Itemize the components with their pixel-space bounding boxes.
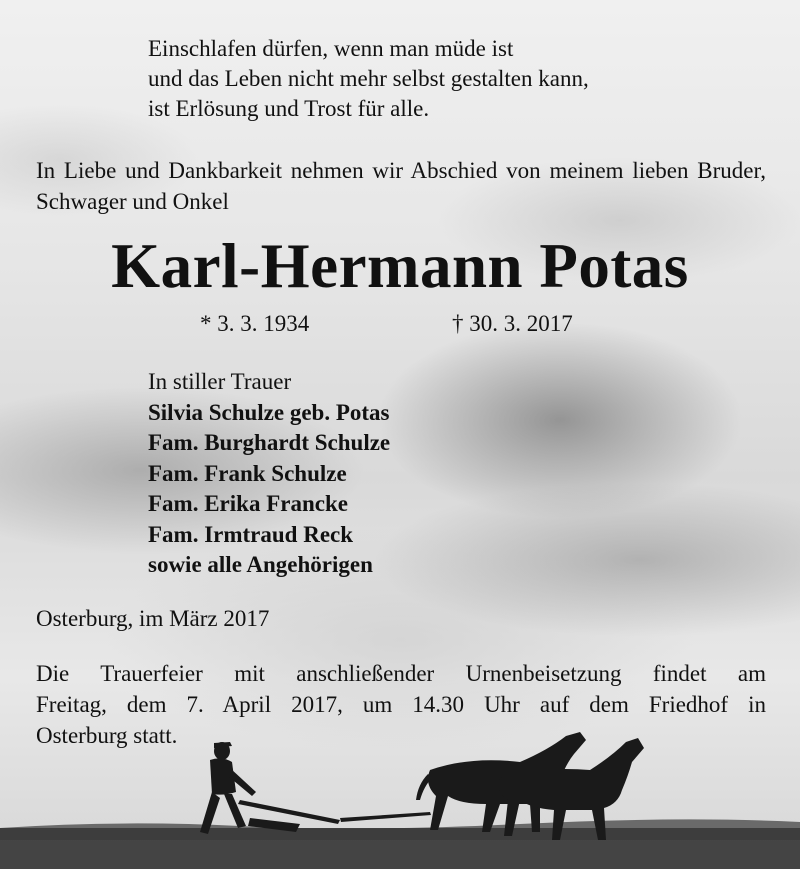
mourner-name: Fam. Frank Schulze	[148, 460, 347, 486]
poem-line: und das Leben nicht mehr selbst gestalten kann,	[148, 66, 589, 91]
poem-line: Einschlafen dürfen, wenn man müde ist	[148, 36, 514, 61]
mourning-heading: In stiller Trauer	[148, 369, 292, 394]
farewell-intro: In Liebe und Dankbarkeit nehmen wir Abschied von meinem lieben Bruder, Schwager und Onkel	[36, 158, 766, 214]
birth-date: * 3. 3. 1934	[200, 311, 310, 336]
place-and-date: Osterburg, im März 2017	[36, 606, 270, 631]
mourner-name: Fam. Burghardt Schulze	[148, 430, 391, 455]
death-date: † 30. 3. 2017	[452, 311, 573, 336]
funeral-line: Freitag, dem 7. April 2017, um 14.30 Uhr auf dem Friedhof in	[36, 692, 766, 717]
memorial-poem	[148, 34, 589, 124]
mourner-name: sowie alle Angehörigen	[148, 552, 373, 577]
mourner-name: Silvia Schulze geb. Potas	[148, 399, 390, 425]
mourners-group	[148, 367, 390, 581]
plowman-horses-silhouette	[0, 700, 800, 869]
deceased-name: Karl-Hermann Potas	[111, 231, 689, 301]
mourner-name: Fam. Irmtraud Reck	[148, 521, 354, 547]
funeral-line: Osterburg statt.	[36, 723, 178, 748]
poem-line: ist Erlösung und Trost für alle.	[148, 96, 430, 121]
mourner-name: Fam. Erika Francke	[148, 491, 348, 516]
funeral-line: Die Trauerfeier mit anschließender Urnenbeisetzung findet am	[36, 661, 766, 686]
